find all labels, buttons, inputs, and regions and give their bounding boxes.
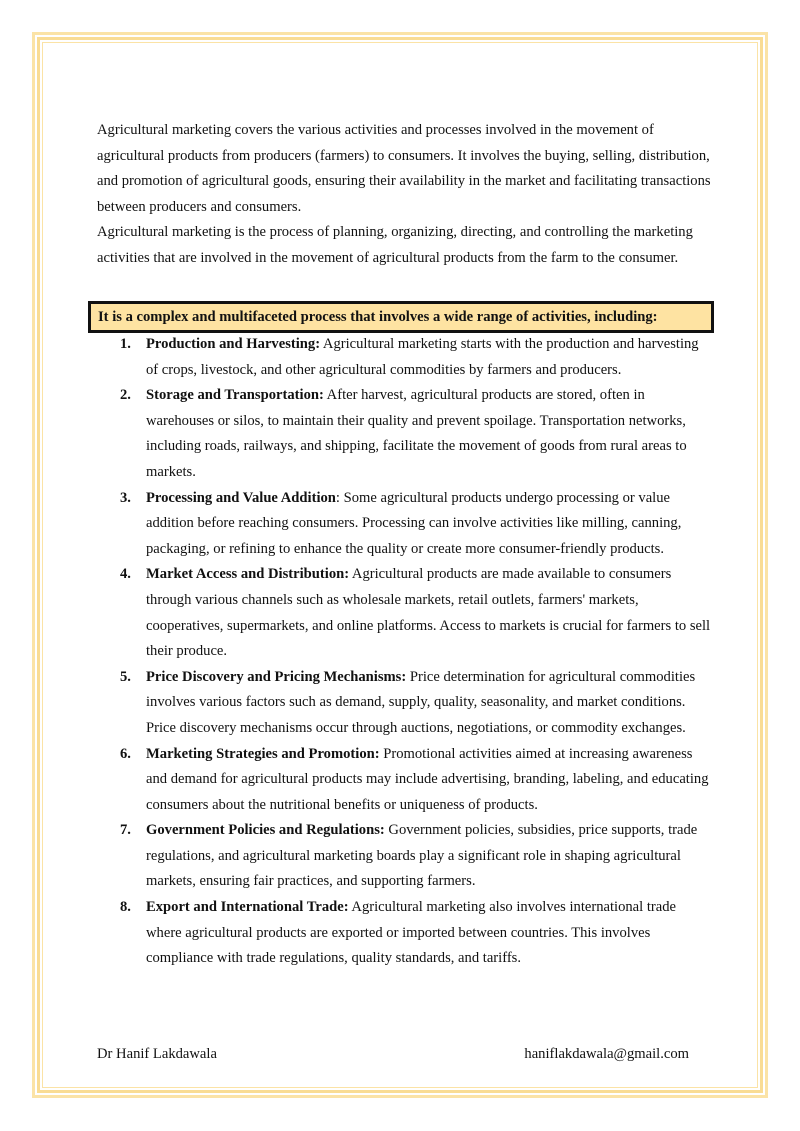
item-text: After harvest, agricultural products are stored, often in warehouses or silos, to maintain their quality and prevent spoilage. Transportation networks, including roads, railways, and shipping, facilitate the movement of goods from rural areas to markets. <box>146 387 687 480</box>
item-number: 3. <box>120 489 131 506</box>
item-text: Agricultural products are made available to consumers through various channels such as wholesale markets, retail outlets, farmers' markets, cooperatives, supermarkets, and online platforms. Access to markets is crucial for farmers to sell their produce. <box>146 566 711 660</box>
list-item <box>97 742 713 819</box>
footer-author: Dr Hanif Lakdawala <box>97 1046 217 1062</box>
item-term: Market Access and Distribution: <box>146 566 350 583</box>
item-text: Government policies, subsidies, price supports, trade regulations, and agricultural marketing boards play a significant role in shaping agricultural markets, ensuring fair practices, and supporting farmers. <box>146 822 698 890</box>
footer-email: haniflakdawala@gmail.com <box>524 1046 689 1062</box>
item-number: 2. <box>120 387 131 404</box>
list-item <box>97 818 713 895</box>
item-text: : Some agricultural products undergo processing or value addition before reaching consumers. Processing can involve activities like milling, canning, packaging, or refining to enhance the quality or create more consumer-friendly products. <box>146 489 682 557</box>
list-item <box>97 562 713 664</box>
item-text: Promotional activities aimed at increasing awareness and demand for agricultural products may include advertising, branding, labeling, and educating consumers about the nutritional benefits or uniqueness of products. <box>146 745 709 813</box>
list-item <box>97 665 713 742</box>
item-term: Production and Harvesting: <box>146 336 321 352</box>
item-number: 7. <box>120 822 131 839</box>
item-term: Processing and Value Addition <box>146 489 336 506</box>
item-term: Price Discovery and Pricing Mechanisms: <box>146 668 407 685</box>
item-number: 8. <box>120 899 131 916</box>
activities-list <box>97 332 713 972</box>
item-number: 6. <box>120 745 131 762</box>
list-item <box>97 383 713 485</box>
item-number: 4. <box>120 566 131 583</box>
list-item <box>97 486 713 563</box>
list-item <box>97 895 713 972</box>
item-term: Government Policies and Regulations: <box>146 822 385 839</box>
list-item <box>97 332 713 383</box>
item-text: Agricultural marketing starts with the production and harvesting of crops, livestock, and other agricultural commodities by farmers and producers. <box>146 336 699 378</box>
item-term: Storage and Transportation: <box>146 387 324 404</box>
intro-paragraph-2: Agricultural marketing is the process of planning, organizing, directing, and controlling the marketing activities that are involved in the movement of agricultural products from the farm to the consumer. <box>97 224 693 266</box>
item-number: 1. <box>120 336 131 352</box>
item-term: Export and International Trade: <box>146 899 349 916</box>
intro-section <box>97 118 713 272</box>
intro-paragraph-1: Agricultural marketing covers the various activities and processes involved in the movement of agricultural products from producers (farmers) to consumers. It involves the buying, selling, distribution, and promotion of agricultural goods, ensuring their availability in the market and facilitating transactions between producers and consumers. <box>97 122 711 215</box>
item-term: Marketing Strategies and Promotion: <box>146 745 380 762</box>
callout-box: It is a complex and multifaceted process that involves a wide range of activities, including: <box>88 301 714 333</box>
item-text: Agricultural marketing also involves international trade where agricultural products are exported or imported between countries. This involves compliance with trade regulations, quality standards, and tariffs. <box>146 899 677 967</box>
item-number: 5. <box>120 668 131 685</box>
item-text: Price determination for agricultural commodities involves various factors such as demand, supply, quality, seasonality, and market conditions. Price discovery mechanisms occur through auctions, negotiations, or commodity exchanges. <box>146 668 696 736</box>
